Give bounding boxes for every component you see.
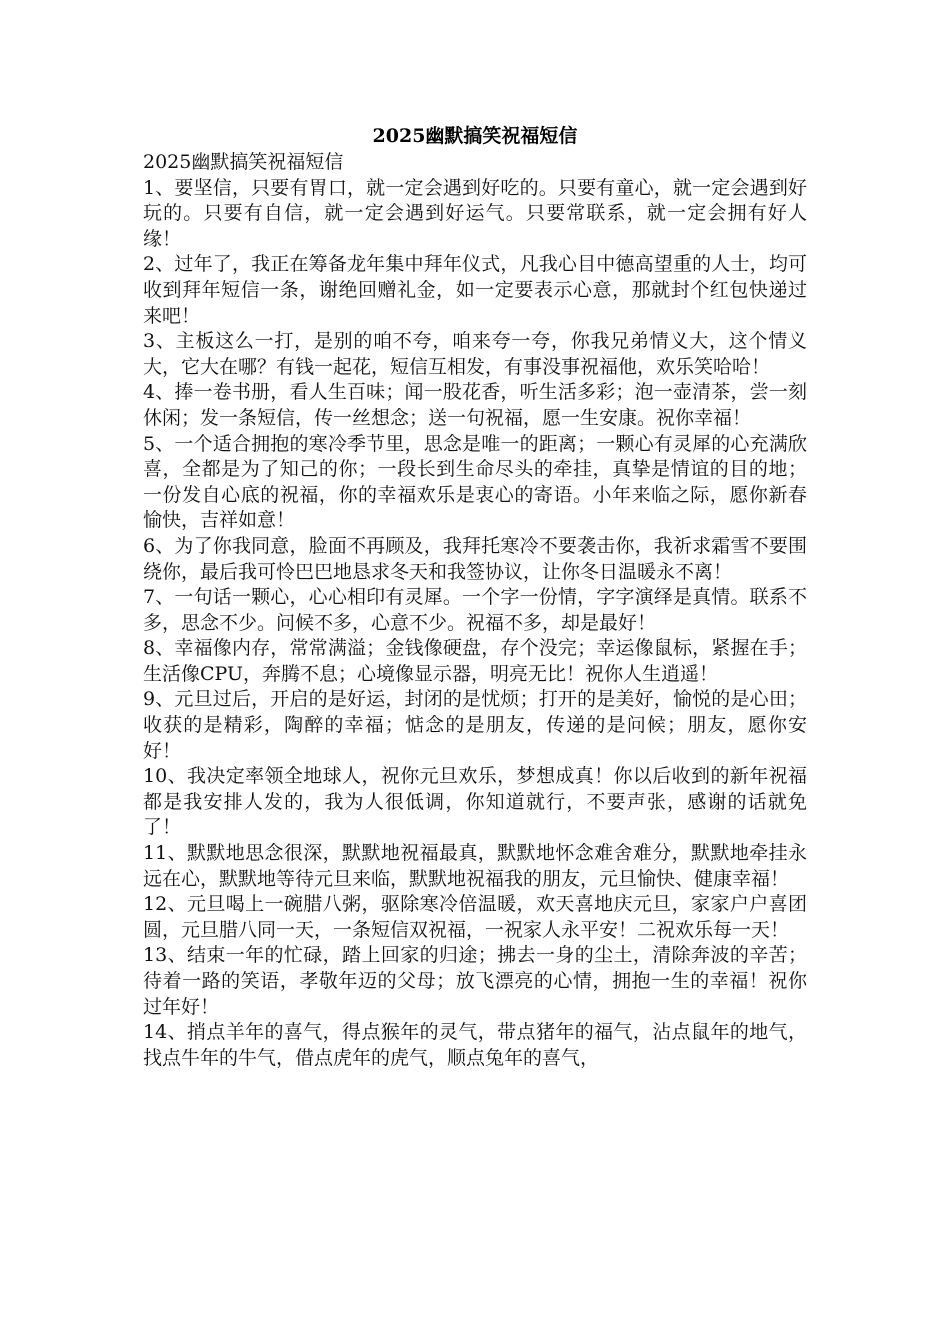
paragraph-8: 8、幸福像内存，常常满溢；金钱像硬盘，存个没完；幸运像鼠标，紧握在手；生活像CPU，奔腾不息；心境像显示器，明亮无比！祝你人生逍遥！ (143, 637, 807, 685)
document-body (143, 150, 807, 1071)
paragraph-7: 7、一句话一颗心，心心相印有灵犀。一个字一份情，字字演绎是真情。联系不多，思念不少。问候不多，心意不少。祝福不多，却是最好！ (143, 586, 807, 634)
paragraph-14: 14、捎点羊年的喜气，得点猴年的灵气，带点猪年的福气，沾点鼠年的地气，找点牛年的牛气，借点虎年的虎气，顺点兔年的喜气， (143, 1021, 807, 1069)
paragraph-2: 2、过年了，我正在筹备龙年集中拜年仪式，凡我心目中德高望重的人士，均可收到拜年短信一条，谢绝回赠礼金，如一定要表示心意，那就封个红包快递过来吧！ (143, 253, 807, 327)
paragraph-3: 3、主板这么一打，是别的咱不夸，咱来夸一夸，你我兄弟情义大，这个情义大，它大在哪？有钱一起花，短信互相发，有事没事祝福他，欢乐笑哈哈！ (143, 330, 807, 378)
paragraph-11: 11、默默地思念很深，默默地祝福最真，默默地怀念难舍难分，默默地牵挂永远在心，默默地等待元旦来临，默默地祝福我的朋友，元旦愉快、健康幸福！ (143, 842, 807, 890)
paragraph-1: 1、要坚信，只要有胃口，就一定会遇到好吃的。只要有童心，就一定会遇到好玩的。只要有自信，就一定会遇到好运气。只要常联系，就一定会拥有好人缘！ (143, 176, 807, 250)
document-title: 2025幽默搞笑祝福短信 (372, 125, 578, 147)
paragraph-13: 13、结束一年的忙碌，踏上回家的归途；拂去一身的尘土，清除奔波的辛苦；待着一路的笑语，孝敬年迈的父母；放飞漂亮的心情，拥抱一生的幸福！祝你过年好！ (143, 944, 807, 1018)
paragraph-9: 9、元旦过后，开启的是好运，封闭的是忧烦；打开的是美好，愉悦的是心田；收获的是精彩，陶醉的幸福；惦念的是朋友，传递的是问候；朋友，愿你安好！ (143, 688, 807, 762)
paragraph-4: 4、捧一卷书册，看人生百味；闻一股花香，听生活多彩；泡一壶清茶，尝一刻休闲；发一条短信，传一丝想念；送一句祝福，愿一生安康。祝你幸福！ (143, 381, 807, 429)
paragraph-5: 5、一个适合拥抱的寒冷季节里，思念是唯一的距离；一颗心有灵犀的心充满欣喜，全都是为了知己的你；一段长到生命尽头的牵挂，真挚是情谊的目的地；一份发自心底的祝福，你的幸福欢乐是衷心的寄语。小年来临之际，愿你新春愉快，吉祥如意！ (143, 432, 807, 532)
paragraph-6: 6、为了你我同意，脸面不再顾及，我拜托寒冷不要袭击你，我祈求霜雪不要围绕你，最后我可怜巴巴地恳求冬天和我签协议，让你冬日温暖永不离！ (143, 534, 807, 583)
paragraph-12: 12、元旦喝上一碗腊八粥，驱除寒冷倍温暖，欢天喜地庆元旦，家家户户喜团圆，元旦腊八同一天，一条短信双祝福，一祝家人永平安！二祝欢乐每一天！ (143, 893, 807, 941)
paragraph-10: 10、我决定率领全地球人，祝你元旦欢乐，梦想成真！你以后收到的新年祝福都是我安排人发的，我为人很低调，你知道就行，不要声张，感谢的话就免了！ (143, 765, 807, 839)
document-subtitle: 2025幽默搞笑祝福短信 (143, 151, 344, 173)
